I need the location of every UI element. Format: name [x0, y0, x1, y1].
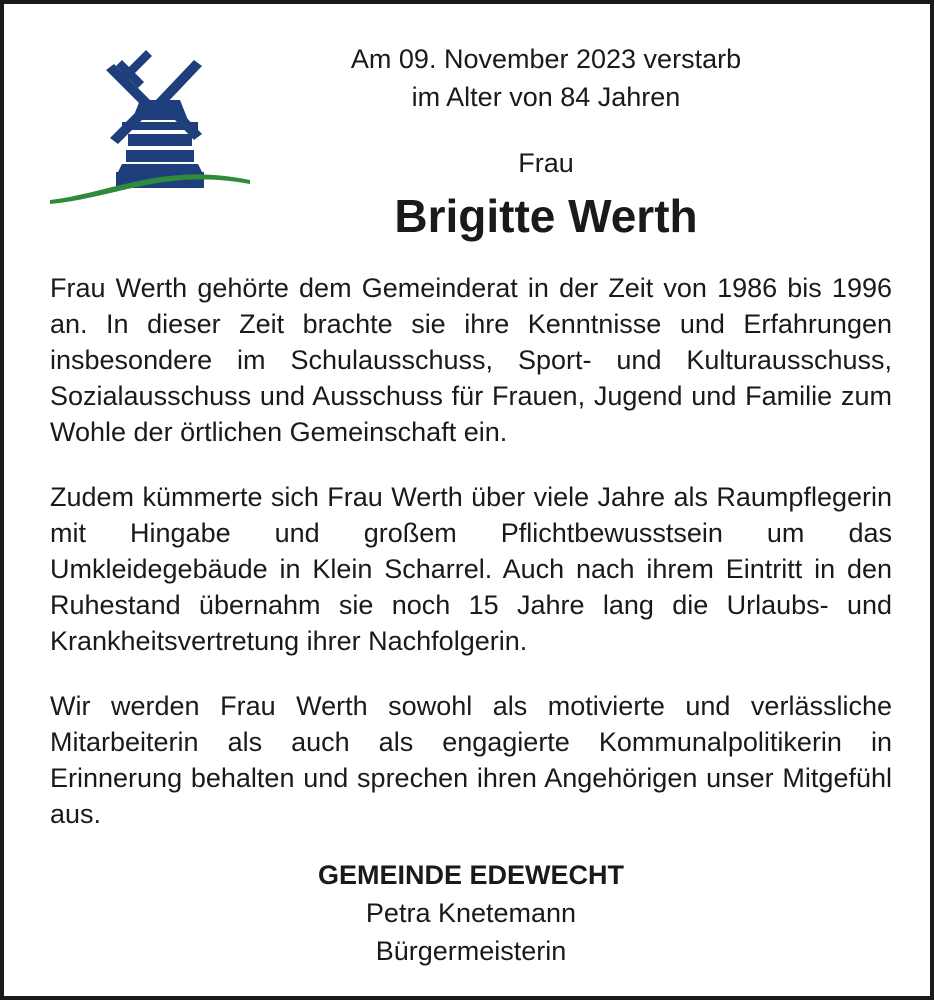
paragraph: Frau Werth gehörte dem Gemeinderat in der Zeit von 1986 bis 1996 an. In dieser Zeit brachte sie ihre Kenntnisse und Erfahrungen insbesondere im Schulausschuss, Sport- und Kulturausschuss, Sozialausschuss und Ausschuss für Frauen, Jugend und Familie zum Wohle der örtlichen Gemeinschaft ein. [50, 273, 892, 447]
deceased-name: Brigitte Werth [394, 190, 698, 242]
paragraph-3-block [50, 688, 892, 832]
salutation: Frau [518, 148, 574, 178]
signatory-role: Bürgermeisterin [375, 936, 567, 966]
signature-block [4, 856, 934, 970]
paragraph: Wir werden Frau Werth sowohl als motivierte und verlässliche Mitarbeiterin als auch als engagierte Kommunalpolitikerin in Erinnerung behalten und sprechen ihren Angehörigen unser Mitgefühl aus. [50, 691, 892, 829]
signatory-name: Petra Knetemann [365, 898, 577, 928]
age-line: im Alter von 84 Jahren [411, 82, 681, 112]
paragraph-1-block [50, 270, 892, 450]
paragraph-2-block [50, 479, 892, 659]
windmill-logo-icon [44, 42, 256, 208]
organization-name: GEMEINDE EDEWECHT [317, 860, 625, 890]
death-date-line: Am 09. November 2023 verstarb [350, 44, 742, 74]
paragraph: Zudem kümmerte sich Frau Werth über viele Jahre als Raumpflegerin mit Hingabe und großem Pflichtbewusstsein um das Umkleidegebäude in Klein Scharrel. Auch nach ihrem Eintritt in den Ruhestand übernahm sie noch 15 Jahre lang die Urlaubs- und Krankheitsvertretung ihrer Nachfolgerin. [50, 482, 892, 656]
